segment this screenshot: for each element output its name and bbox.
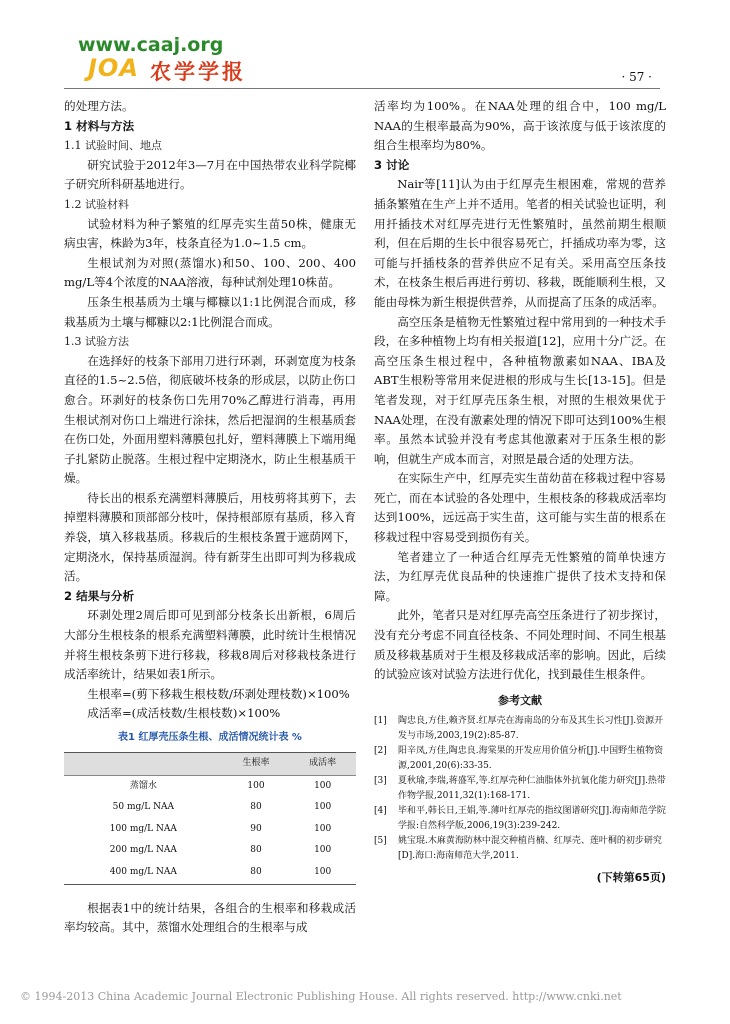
table-cell: 100 [247, 780, 265, 791]
table-row [64, 819, 356, 841]
section-1-heading: 1 材料与方法 [64, 118, 135, 133]
table-cell: 80 [250, 802, 262, 813]
paragraph: 环剥处理2周后即可见到部分枝条长出新根，6周后大部分生根枝条的根系充满塑料薄膜，此时统计生根情况并将生根枝条剪下进行移栽，移栽8周后对移栽枝条进行成活率统计，结果如表1所示。 [64, 608, 356, 682]
table-cell: 100 [314, 802, 332, 813]
reference-item: [4] 毕和平,韩长日,王娟,等.薄叶红厚壳的指纹图谱研究[J].海南师范学院学报:自然科学版,2006,19(3):239-242. [374, 806, 666, 832]
table-cell: 400 mg/L NAA [64, 862, 223, 884]
paragraph: 此外，笔者只是对红厚壳高空压条进行了初步探讨，没有充分考虑不同直径枝条、不同处理时间、不同生根基质及移栽基质对于生根及移栽成活率的影响。因此，后续的试验应该对试验方法进行优化，找到最佳生根条件。 [374, 608, 666, 682]
right-column [374, 97, 666, 888]
copyright-footer: © 1994-2013 China Academic Journal Electronic Publishing House. All rights reserved. http://www.cnki.net [20, 990, 622, 1003]
table-row [64, 797, 356, 819]
continued-note: (下转第65页) [596, 871, 666, 885]
section-1-2-heading: 1.2 试验材料 [64, 197, 129, 211]
paragraph: 研究试验于2012年3—7月在中国热带农业科学院椰子研究所科研基地进行。 [64, 157, 356, 192]
journal-title: 农学学报 [150, 60, 246, 84]
table-cell: 100 [314, 823, 332, 834]
table-cell: 200 mg/L NAA [109, 845, 177, 856]
paragraph: 在实际生产中，红厚壳实生苗幼苗在移栽过程中容易死亡，而在本试验的各处理中，生根枝条的移栽成活率均达到100%，远远高于实生苗，这可能与实生苗的根系在移栽过程中容易受到损伤有关。 [374, 471, 666, 545]
table-row [64, 862, 356, 884]
table-header: 生根率 [223, 753, 290, 776]
header-rule [64, 88, 660, 89]
results-table [64, 752, 356, 885]
continued-text: 的处理方法。 [64, 99, 134, 113]
paragraph: 在选择好的枝条下部用刀进行环剥，环剥宽度为枝条直径的1.5~2.5倍，彻底破坏枝条的形成层，以防止伤口愈合。环剥好的枝条伤口先用70%乙醇进行消毒，再用生根试剂对伤口上端进行涂抹，然后把湿润的生根基质套在伤口处，外面用塑料薄膜包扎好，塑料薄膜上下端用绳子扎紧防止脱落。生根过程中定期浇水，防止生根基质干燥。 [64, 353, 356, 486]
section-1-3-heading: 1.3 试验方法 [64, 335, 129, 349]
table-header: 成活率 [289, 753, 356, 776]
paragraph: 试验材料为种子繁殖的红厚壳实生苗50株，健康无病虫害，株龄为3年，枝条直径为1.0~1.5 cm。 [64, 216, 356, 251]
formula-survival-rate: 成活率=(成活枝数/生根枝数)×100% [87, 706, 281, 721]
table-cell: 100 [314, 845, 332, 856]
reference-item: [2] 阳辛凤,方佳,陶忠良.海棠果的开发应用价值分析[J].中国野生植物资源,2001,20(6):33-35. [374, 746, 664, 772]
journal-logo: JOA [88, 54, 139, 82]
continued-text: 活率均为100%。在NAA处理的组合中，100 mg/L NAA的生根率最高为90%，高于该浓度与低于该浓度的组合生根率均为80%。 [374, 99, 666, 153]
paragraph: 高空压条是植物无性繁殖过程中常用到的一种技术手段，在多种植物上均有相关报道[12]，应用十分广泛。在高空压条生根过程中，各种植物激素如NAA、IBA及ABT生根粉等常用来促进根的形成与生长[13-15]。但是笔者发现，对于红厚壳压条生根，对照的生根效果优于NAA处理，在没有激素处理的情况下即可达到100%生根率。虽然本试验并没有考虑其他激素对于压条生根的影响，但就生产成本而言，对照是最合适的处理方法。 [374, 314, 666, 466]
table-cell: 100 [314, 780, 332, 791]
reference-item: [1] 陶忠良,方佳,赖齐贤.红厚壳在海南岛的分布及其生长习性[J].资源开发与市场,2003,19(2):85-87. [374, 716, 664, 742]
paragraph: 生根试剂为对照(蒸馏水)和50、100、200、400 mg/L等4个浓度的NAA溶液，每种试剂处理10株苗。 [64, 255, 356, 290]
left-column [64, 97, 356, 938]
section-3-heading: 3 讨论 [374, 157, 410, 172]
section-2-heading: 2 结果与分析 [64, 588, 135, 603]
formula-rooting-rate: 生根率=(剪下移栽生根枝数/环剥处理枝数)×100% [87, 686, 350, 701]
table-cell: 100 [289, 862, 356, 884]
table-row [64, 775, 356, 797]
table-cell: 80 [223, 862, 290, 884]
table-row [64, 840, 356, 862]
reference-item: [5] 姚宝琨.木麻黄海防林中混交种植肖楠、红厚壳、莲叶桐的初步研究[D].海口:海南师范大学,2011. [374, 836, 662, 862]
table-cell: 80 [250, 845, 262, 856]
paragraph: 待长出的根系充满塑料薄膜后，用枝剪将其剪下，去掉塑料薄膜和顶部部分枝叶，保持根部原有基质，移入育养袋，填入移栽基质。移栽后的生根枝条置于遮荫网下，定期浇水，保持基质湿润。待有新芽生出即可判为移栽成活。 [64, 490, 356, 584]
paragraph: Nair等[11]认为由于红厚壳生根困难，常规的营养插条繁殖在生产上并不适用。笔者的相关试验也证明，利用扦插技术对红厚壳进行无性繁殖时，虽然前期生根顺利，但在后期的生长中很容易死亡，扦插成功率为零，这可能与扦插枝条的营养供应不足有关。采用高空压条技术，在枝条生根后再进行剪切、移栽，既能顺利生根，又能由母株为新生根提供营养，从而提高了压条的成活率。 [374, 177, 666, 309]
table-cell: 90 [250, 823, 262, 834]
reference-item: [3] 夏秋瑜,李瑞,蒋盛军,等.红厚壳种仁油脂体外抗氧化能力研究[J].热带作物学报,2011,32(1):168-171. [374, 776, 666, 802]
table-header [64, 753, 223, 776]
paragraph: 压条生根基质为土壤与椰糠以1:1比例混合而成，移栽基质为土壤与椰糠以2:1比例混合而成。 [64, 294, 356, 329]
table-cell: 蒸馏水 [129, 780, 157, 791]
page-number: · 57 · [621, 70, 652, 84]
table-cell: 100 mg/L NAA [109, 823, 177, 834]
section-1-1-heading: 1.1 试验时间、地点 [64, 139, 162, 153]
references-heading: 参考文献 [498, 693, 542, 707]
paragraph: 笔者建立了一种适合红厚壳无性繁殖的简单快速方法，为红厚壳优良品种的快速推广提供了技术支持和保障。 [374, 549, 666, 603]
table-cell: 50 mg/L NAA [112, 802, 175, 813]
paragraph: 根据表1中的统计结果，各组合的生根率和移栽成活率均较高。其中，蒸馏水处理组合的生根率与成 [64, 900, 356, 935]
journal-url[interactable]: www.caaj.org [78, 34, 224, 56]
table-caption: 表1 红厚壳压条生根、成活情况统计表 % [118, 732, 302, 743]
